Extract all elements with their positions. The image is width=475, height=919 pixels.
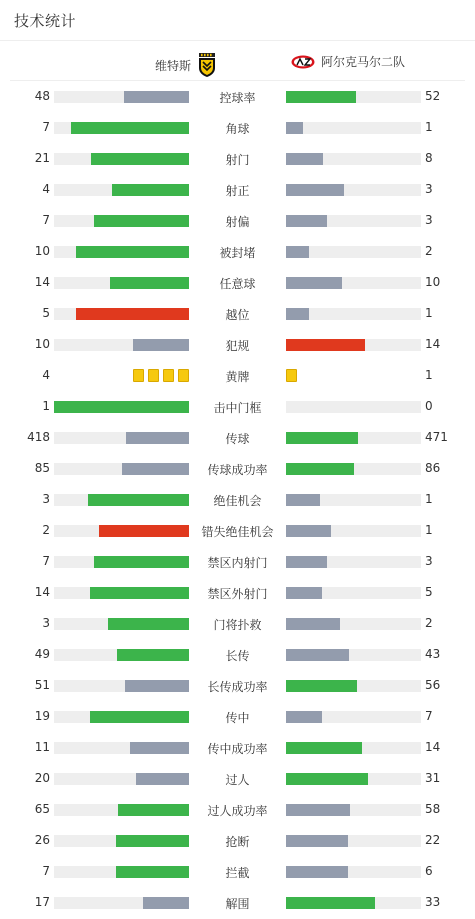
stat-label: 解围 <box>225 897 250 911</box>
stat-label: 门将扑救 <box>213 618 262 632</box>
home-value: 48 <box>34 89 50 103</box>
home-bar <box>90 711 189 723</box>
stat-row <box>0 360 475 391</box>
home-bar <box>118 804 189 816</box>
away-bar <box>286 835 348 847</box>
stat-row <box>0 608 475 639</box>
away-value: 3 <box>425 554 433 568</box>
home-bar <box>126 432 189 444</box>
away-bar-track <box>286 277 421 289</box>
stat-label: 传球 <box>225 432 250 446</box>
stat-row <box>0 112 475 143</box>
home-bar-track <box>54 742 189 754</box>
away-value: 1 <box>425 120 433 134</box>
stat-row <box>0 236 475 267</box>
home-value: 10 <box>34 337 50 351</box>
home-value: 2 <box>42 523 50 537</box>
away-bar <box>286 525 331 537</box>
stat-label: 过人 <box>225 773 250 787</box>
away-bar-track <box>286 835 421 847</box>
stats-list <box>0 81 475 918</box>
away-value: 6 <box>425 864 433 878</box>
stat-row <box>0 825 475 856</box>
yellow-card-icon <box>163 369 174 382</box>
yellow-card-icon <box>178 369 189 382</box>
stat-label: 射门 <box>225 153 250 167</box>
away-bar-track <box>286 401 421 413</box>
home-bar-track <box>54 401 189 413</box>
stat-row <box>0 391 475 422</box>
away-bar <box>286 711 322 723</box>
home-bar <box>136 773 189 785</box>
away-value: 0 <box>425 399 433 413</box>
home-bar-track <box>54 246 189 258</box>
home-bar-track <box>54 525 189 537</box>
home-team-badge-icon <box>199 53 215 77</box>
away-value: 3 <box>425 182 433 196</box>
stat-label: 被封堵 <box>219 246 256 260</box>
home-bar <box>94 556 189 568</box>
home-bar-track <box>54 866 189 878</box>
stat-row <box>0 205 475 236</box>
home-value: 7 <box>42 554 50 568</box>
away-bar-track <box>286 153 421 165</box>
stat-row <box>0 484 475 515</box>
away-value: 31 <box>425 771 441 785</box>
home-bar <box>143 897 189 909</box>
stat-row <box>0 143 475 174</box>
home-value: 7 <box>42 864 50 878</box>
home-value: 20 <box>34 771 50 785</box>
home-value: 21 <box>34 151 50 165</box>
away-value: 14 <box>425 740 441 754</box>
home-value: 3 <box>42 492 50 506</box>
away-value: 86 <box>425 461 441 475</box>
away-bar-track <box>286 556 421 568</box>
away-bar-track <box>286 184 421 196</box>
home-bar <box>117 649 189 661</box>
home-value: 4 <box>42 182 50 196</box>
home-value: 418 <box>27 430 50 444</box>
away-bar <box>286 494 320 506</box>
home-bar-track <box>54 835 189 847</box>
home-value: 14 <box>34 585 50 599</box>
stat-label: 传中成功率 <box>207 742 268 756</box>
page-title: 技术统计 <box>14 12 77 30</box>
stat-row <box>0 546 475 577</box>
stat-label: 传中 <box>225 711 250 725</box>
home-value: 14 <box>34 275 50 289</box>
home-value: 4 <box>42 368 50 382</box>
away-bar <box>286 866 348 878</box>
home-value: 19 <box>34 709 50 723</box>
away-value: 1 <box>425 368 433 382</box>
away-bar <box>286 153 323 165</box>
home-value: 7 <box>42 120 50 134</box>
away-bar <box>286 339 365 351</box>
home-value: 11 <box>34 740 50 754</box>
home-bar <box>116 835 189 847</box>
stat-row <box>0 856 475 887</box>
away-bar <box>286 215 327 227</box>
home-bar-track <box>54 804 189 816</box>
stat-row <box>0 763 475 794</box>
away-bar-track <box>286 866 421 878</box>
home-bar <box>110 277 189 289</box>
away-value: 1 <box>425 306 433 320</box>
stat-row <box>0 639 475 670</box>
away-value: 1 <box>425 523 433 537</box>
away-bar-track <box>286 742 421 754</box>
away-bar-track <box>286 215 421 227</box>
home-yellow-cards <box>133 369 189 382</box>
home-team-name: 维特斯 <box>154 58 191 73</box>
away-value: 14 <box>425 337 441 351</box>
home-bar-track <box>54 494 189 506</box>
home-bar-track <box>54 680 189 692</box>
stat-label: 长传成功率 <box>207 680 268 694</box>
stat-label: 越位 <box>225 308 250 322</box>
stat-label: 犯规 <box>225 339 250 353</box>
stat-row <box>0 577 475 608</box>
home-value: 1 <box>42 399 50 413</box>
away-team-badge-icon <box>291 55 315 69</box>
home-team[interactable] <box>155 53 215 77</box>
away-bar <box>286 804 350 816</box>
away-bar <box>286 463 354 475</box>
away-bar-track <box>286 587 421 599</box>
away-team[interactable] <box>291 53 405 70</box>
home-bar-track <box>54 215 189 227</box>
away-bar <box>286 680 357 692</box>
home-bar-track <box>54 308 189 320</box>
away-bar-track <box>286 246 421 258</box>
home-bar <box>108 618 189 630</box>
away-value: 22 <box>425 833 441 847</box>
away-bar <box>286 184 344 196</box>
stat-label: 射偏 <box>225 215 250 229</box>
away-bar-track <box>286 339 421 351</box>
away-bar <box>286 773 368 785</box>
home-bar <box>76 308 189 320</box>
yellow-card-icon <box>133 369 144 382</box>
away-yellow-cards <box>286 369 297 382</box>
away-bar <box>286 556 327 568</box>
home-bar <box>122 463 189 475</box>
yellow-card-icon <box>286 369 297 382</box>
away-bar-track <box>286 897 421 909</box>
stat-label: 控球率 <box>219 91 256 105</box>
home-bar <box>90 587 189 599</box>
away-value: 10 <box>425 275 441 289</box>
away-bar-track <box>286 525 421 537</box>
home-bar-track <box>54 649 189 661</box>
away-value: 3 <box>425 213 433 227</box>
home-bar <box>125 680 189 692</box>
stat-label: 击中门框 <box>213 401 262 415</box>
away-value: 8 <box>425 151 433 165</box>
stat-label: 传球成功率 <box>207 463 268 477</box>
stat-row <box>0 174 475 205</box>
away-bar <box>286 897 375 909</box>
stat-label: 拦截 <box>225 866 250 880</box>
home-bar-track <box>54 463 189 475</box>
home-value: 3 <box>42 616 50 630</box>
home-bar-track <box>54 277 189 289</box>
stat-row <box>0 794 475 825</box>
away-bar-track <box>286 432 421 444</box>
away-bar <box>286 91 356 103</box>
home-bar-track <box>54 153 189 165</box>
home-bar-track <box>54 618 189 630</box>
away-bar-track <box>286 308 421 320</box>
stat-row <box>0 267 475 298</box>
stat-label: 黄牌 <box>225 370 250 384</box>
stat-label: 错失绝佳机会 <box>201 525 274 539</box>
away-value: 7 <box>425 709 433 723</box>
stat-row <box>0 422 475 453</box>
home-bar <box>71 122 189 134</box>
away-bar <box>286 618 340 630</box>
away-bar <box>286 587 322 599</box>
home-bar <box>91 153 189 165</box>
home-bar-track <box>54 556 189 568</box>
home-bar-track <box>54 339 189 351</box>
stat-label: 绝佳机会 <box>213 494 262 508</box>
away-bar-track <box>286 494 421 506</box>
stat-label: 禁区内射门 <box>207 556 268 570</box>
stat-label: 任意球 <box>219 277 256 291</box>
home-bar <box>116 866 189 878</box>
away-bar <box>286 277 342 289</box>
away-bar <box>286 246 309 258</box>
home-bar-track <box>54 773 189 785</box>
header <box>0 0 475 41</box>
home-bar <box>88 494 189 506</box>
home-value: 10 <box>34 244 50 258</box>
away-value: 43 <box>425 647 441 661</box>
stat-label: 过人成功率 <box>207 804 268 818</box>
away-value: 33 <box>425 895 441 909</box>
home-value: 17 <box>34 895 50 909</box>
stat-row <box>0 329 475 360</box>
stat-label: 长传 <box>225 649 250 663</box>
away-bar <box>286 308 309 320</box>
away-bar-track <box>286 649 421 661</box>
stat-label: 角球 <box>225 122 250 136</box>
away-value: 2 <box>425 244 433 258</box>
away-value: 58 <box>425 802 441 816</box>
home-bar <box>112 184 189 196</box>
away-bar <box>286 432 358 444</box>
home-bar <box>133 339 189 351</box>
stat-row <box>0 515 475 546</box>
away-bar-track <box>286 91 421 103</box>
home-value: 85 <box>34 461 50 475</box>
home-bar-track <box>54 432 189 444</box>
away-bar-track <box>286 463 421 475</box>
away-bar-track <box>286 680 421 692</box>
stat-row <box>0 298 475 329</box>
home-bar <box>76 246 189 258</box>
home-value: 49 <box>34 647 50 661</box>
stat-row <box>0 887 475 918</box>
away-bar <box>286 122 303 134</box>
home-bar <box>99 525 189 537</box>
away-value: 56 <box>425 678 441 692</box>
home-bar <box>124 91 189 103</box>
yellow-card-icon <box>148 369 159 382</box>
away-value: 471 <box>425 430 448 444</box>
away-value: 5 <box>425 585 433 599</box>
away-bar <box>286 649 349 661</box>
away-bar-track <box>286 711 421 723</box>
home-bar-track <box>54 91 189 103</box>
home-value: 26 <box>34 833 50 847</box>
home-bar-track <box>54 897 189 909</box>
home-bar-track <box>54 711 189 723</box>
away-value: 2 <box>425 616 433 630</box>
home-value: 65 <box>34 802 50 816</box>
stat-row <box>0 732 475 763</box>
home-value: 7 <box>42 213 50 227</box>
home-bar-track <box>54 587 189 599</box>
stat-label: 射正 <box>225 184 250 198</box>
stat-label: 抢断 <box>225 835 250 849</box>
teams-row <box>10 41 465 81</box>
home-bar <box>54 401 189 413</box>
stat-row <box>0 453 475 484</box>
home-value: 5 <box>42 306 50 320</box>
home-value: 51 <box>34 678 50 692</box>
away-bar-track <box>286 773 421 785</box>
home-bar <box>130 742 189 754</box>
away-bar-track <box>286 804 421 816</box>
away-value: 1 <box>425 492 433 506</box>
stat-label: 禁区外射门 <box>207 587 268 601</box>
away-bar <box>286 742 362 754</box>
stat-row <box>0 81 475 112</box>
away-team-name: 阿尔克马尔二队 <box>321 55 406 69</box>
away-bar-track <box>286 618 421 630</box>
home-bar-track <box>54 122 189 134</box>
home-bar <box>94 215 189 227</box>
away-value: 52 <box>425 89 441 103</box>
stat-row <box>0 701 475 732</box>
away-bar-track <box>286 122 421 134</box>
stat-row <box>0 670 475 701</box>
home-bar-track <box>54 184 189 196</box>
